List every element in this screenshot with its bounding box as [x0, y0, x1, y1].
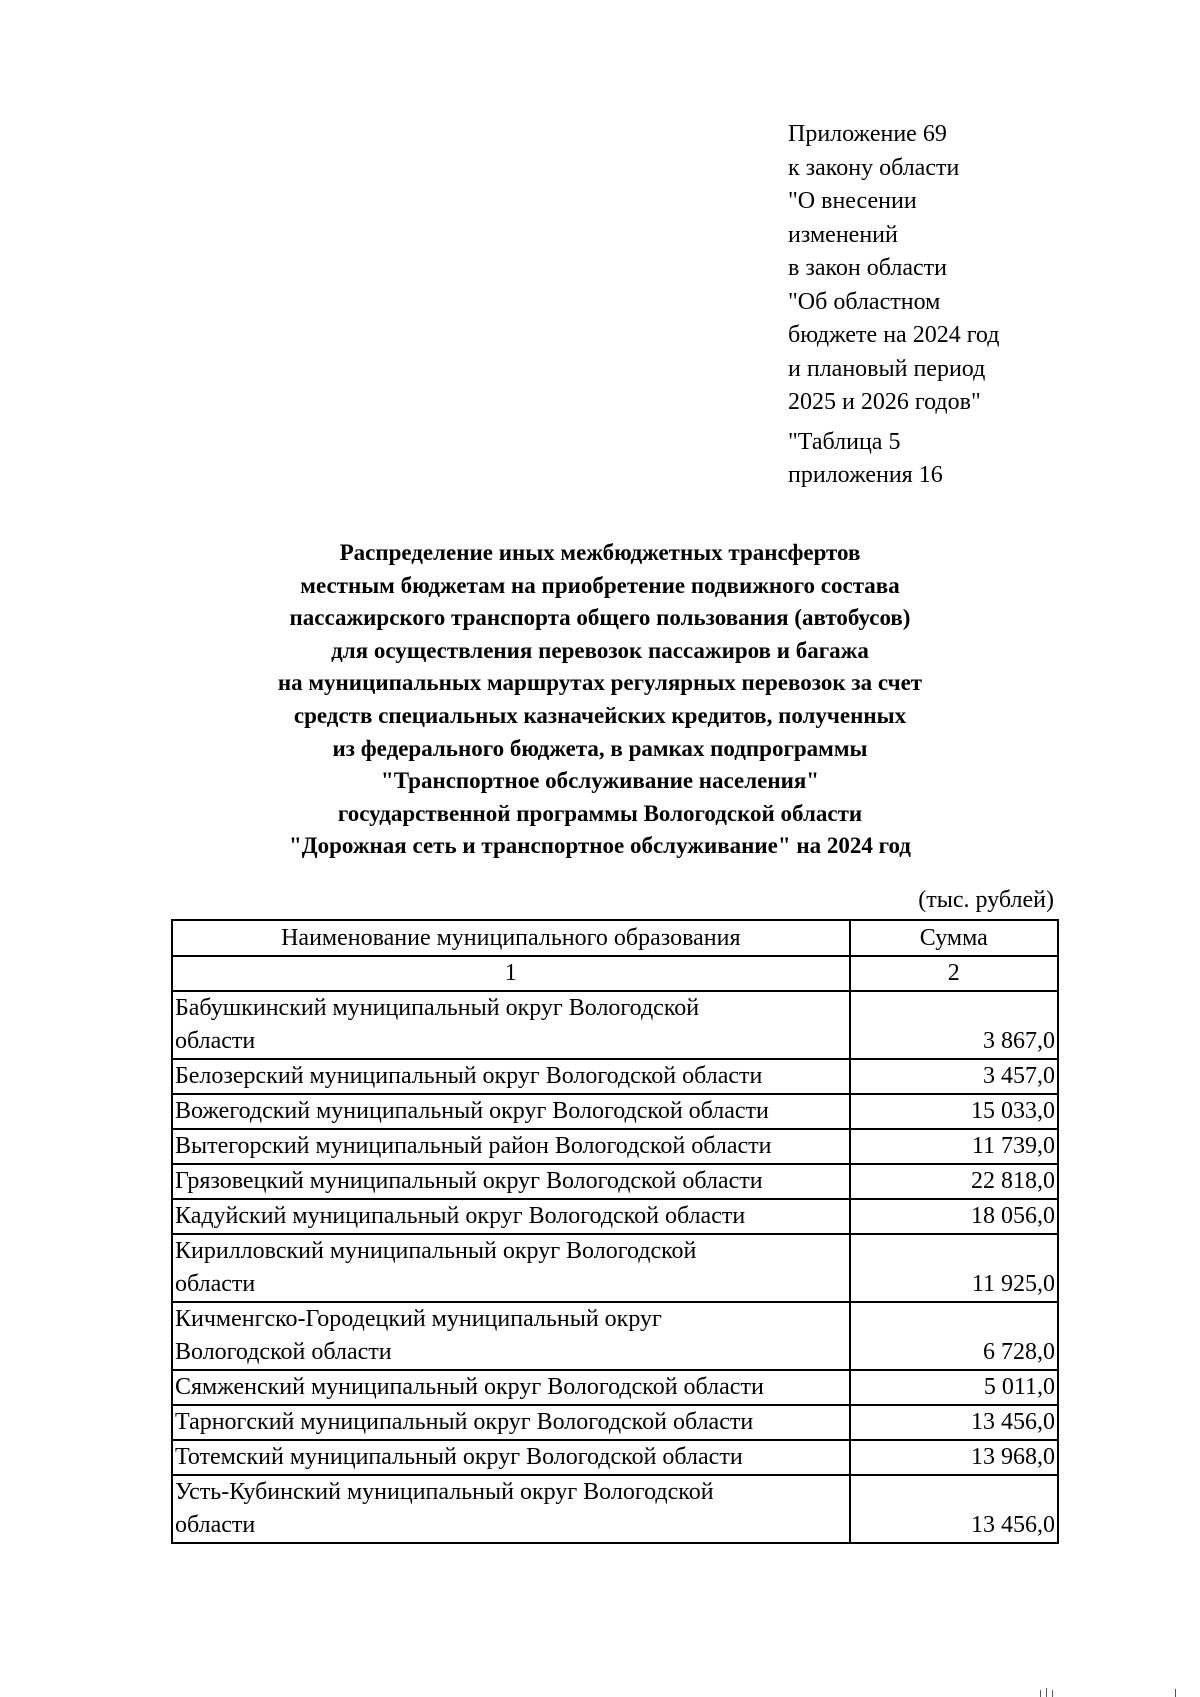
municipality-name	[172, 991, 850, 1059]
title-line: из федерального бюджета, в рамках подпрограммы	[332, 735, 868, 761]
appendix-line: и плановый период	[788, 355, 986, 382]
title-line: Распределение иных межбюджетных трансфертов	[339, 540, 861, 565]
table-header-row	[172, 920, 1058, 956]
table-row	[172, 1405, 1058, 1440]
municipality-name-line: Кадуйский муниципальный округ Вологодской области	[175, 1203, 746, 1229]
transfer-amount: 3 867,0	[850, 991, 1058, 1059]
units-label: (тыс. рублей)	[918, 887, 1054, 913]
transfer-amount: 3 457,0	[850, 1059, 1058, 1094]
appendix-line: "О внесении	[788, 188, 917, 214]
municipality-name	[172, 1129, 850, 1164]
table-row	[172, 1129, 1058, 1164]
column-number-sum: 2	[850, 956, 1058, 991]
municipality-name-line: Тотемский муниципальный округ Вологодской области	[175, 1444, 743, 1470]
title-line: местным бюджетам на приобретение подвижного состава	[300, 572, 900, 598]
appendix-line: "Об областном	[788, 288, 941, 315]
municipality-name	[172, 1094, 850, 1129]
title-line: для осуществления перевозок пассажиров и багажа	[331, 637, 869, 663]
document-title	[150, 537, 1050, 863]
municipality-name-line: области	[175, 1512, 256, 1538]
municipality-name-line: Белозерский муниципальный округ Вологодской области	[175, 1063, 763, 1089]
table-row	[172, 1094, 1058, 1129]
appendix-line: бюджете на 2024 год	[788, 322, 1000, 348]
title-line: средств специальных казначейских кредитов, полученных	[293, 702, 907, 728]
municipality-name-line: Усть-Кубинский муниципальный округ Вологодской	[175, 1479, 714, 1505]
table-row	[172, 1164, 1058, 1199]
municipality-name-line: Кирилловский муниципальный округ Вологодской	[175, 1238, 697, 1264]
municipality-name	[172, 1234, 850, 1302]
transfer-amount: 18 056,0	[850, 1199, 1058, 1234]
table-row	[172, 1199, 1058, 1234]
transfer-amount: 13 968,0	[850, 1440, 1058, 1475]
municipality-name-line: Вытегорский муниципальный район Вологодской области	[175, 1133, 772, 1159]
scan-artifact	[1040, 1690, 1041, 1697]
municipality-name	[172, 1302, 850, 1370]
appendix-block	[788, 118, 1118, 493]
title-line: на муниципальных маршрутах регулярных перевозок за счет	[277, 670, 923, 696]
municipality-name-line: Сямженский муниципальный округ Вологодской области	[175, 1374, 764, 1400]
municipality-name	[172, 1405, 850, 1440]
municipality-name	[172, 1370, 850, 1405]
table-row	[172, 1475, 1058, 1543]
table-row	[172, 991, 1058, 1059]
column-number-name: 1	[172, 956, 850, 991]
table-ref-line: "Таблица 5	[788, 428, 901, 455]
table-ref-line: приложения 16	[788, 462, 943, 488]
table-row	[172, 1234, 1058, 1302]
transfer-amount: 5 011,0	[850, 1370, 1058, 1405]
appendix-line: изменений	[788, 221, 898, 248]
title-line: государственной программы Вологодской области	[337, 800, 863, 826]
municipality-name	[172, 1199, 850, 1234]
header-name: Наименование муниципального образования	[172, 920, 850, 956]
table-row	[172, 1302, 1058, 1370]
municipality-name	[172, 1475, 850, 1543]
municipality-name	[172, 1440, 850, 1475]
scan-artifact	[1046, 1688, 1047, 1697]
transfer-amount: 15 033,0	[850, 1094, 1058, 1129]
scan-artifact	[1052, 1690, 1053, 1697]
column-number-row	[172, 956, 1058, 991]
municipality-name-line: области	[175, 1271, 256, 1297]
municipality-name-line: Бабушкинский муниципальный округ Вологодской	[175, 995, 700, 1021]
appendix-line: к закону области	[788, 154, 960, 181]
appendix-line: 2025 и 2026 годов"	[788, 389, 981, 415]
transfer-amount: 11 925,0	[850, 1234, 1058, 1302]
scan-artifact	[1175, 1689, 1176, 1697]
appendix-line: Приложение 69	[788, 121, 947, 147]
municipality-name	[172, 1059, 850, 1094]
transfer-amount: 22 818,0	[850, 1164, 1058, 1199]
title-line: "Транспортное обслуживание населения"	[380, 768, 820, 794]
transfer-amount: 11 739,0	[850, 1129, 1058, 1164]
header-sum: Сумма	[850, 920, 1058, 956]
transfer-amount: 13 456,0	[850, 1405, 1058, 1440]
table-row	[172, 1440, 1058, 1475]
municipality-name-line: Вожегодский муниципальный округ Вологодской области	[175, 1098, 769, 1124]
transfer-amount: 13 456,0	[850, 1475, 1058, 1543]
table-body	[172, 991, 1058, 1543]
transfer-amount: 6 728,0	[850, 1302, 1058, 1370]
appendix-line: в закон области	[788, 255, 947, 281]
title-line: пассажирского транспорта общего пользования (автобусов)	[289, 605, 911, 631]
municipality-name-line: Грязовецкий муниципальный округ Вологодской области	[175, 1168, 763, 1194]
table-row	[172, 1370, 1058, 1405]
municipality-name-line: Вологодской области	[175, 1339, 392, 1365]
table-row	[172, 1059, 1058, 1094]
title-line: "Дорожная сеть и транспортное обслуживание" на 2024 год	[289, 833, 911, 859]
municipality-name-line: Кичменгско-Городецкий муниципальный округ	[175, 1306, 662, 1332]
municipality-name-line: области	[175, 1028, 256, 1054]
municipality-name	[172, 1164, 850, 1199]
transfers-table	[171, 919, 1059, 1544]
municipality-name-line: Тарногский муниципальный округ Вологодской области	[175, 1409, 754, 1435]
